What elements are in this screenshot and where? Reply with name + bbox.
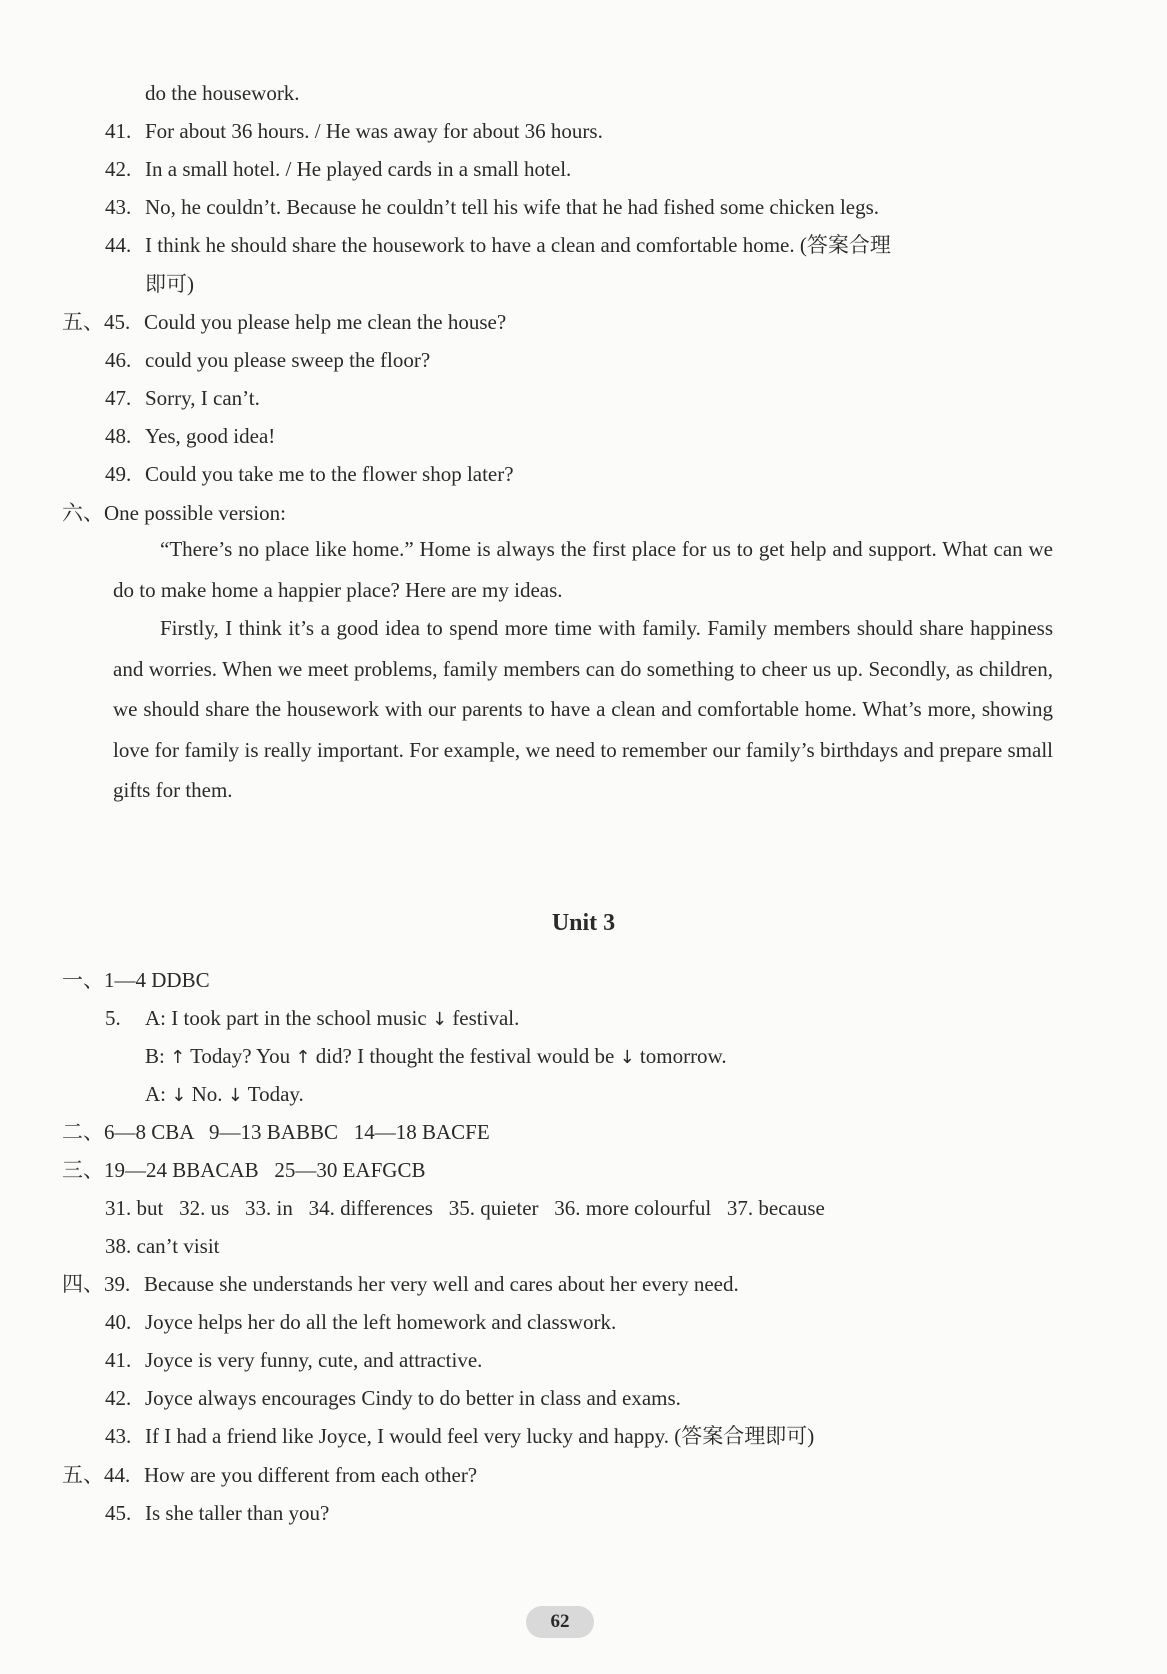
answer-1-4: 一、1—4 DDBC [62,968,210,992]
answer-44: 44. I think he should share the housework to have a clean and comfortable home. (答案合理 [105,233,891,257]
falling-tone-arrow: ↓ [171,1085,187,1106]
answer-5-line-b: B: ↑ Today? You ↑ did? I thought the festival would be ↓ tomorrow. [145,1044,727,1068]
answer-5-line-c: A: ↓ No. ↓ Today. [145,1082,304,1106]
answer-39: 四、39. Because she understands her very well and cares about her every need. [62,1272,739,1296]
answer-44-cont: 即可) [145,272,194,296]
rising-tone-arrow: ↑ [170,1047,186,1068]
answer-49: 49. Could you take me to the flower shop later? [105,462,514,486]
answer-5-line-a: 5. A: I took part in the school music ↓ festival. [105,1006,520,1030]
answer-40: 40. Joyce helps her do all the left homework and classwork. [105,1310,617,1334]
answer-43: 43. If I had a friend like Joyce, I would feel very lucky and happy. (答案合理即可) [105,1424,815,1448]
writing-paragraph-2: Firstly, I think it’s a good idea to spend more time with family. Family members should share happiness and worries. When we meet problems, family members can do something to cheer us up. Secondly, as children, we should share the housework with our parents to have a clean and comfortable home. What’s more, showing love for family is really important. For example, we need to remember our family’s birthdays and prepare small gifts for them. [113,616,1053,802]
answer-19-30: 三、19—24 BBACAB 25—30 EAFGCB [62,1158,426,1182]
unit-heading: Unit 3 [551,910,616,936]
answer-45: 五、45. Could you please help me clean the house? [62,310,507,334]
writing-heading: 六、One possible version: [62,501,286,525]
answer-44: 五、44. How are you different from each other? [62,1463,478,1487]
answer-48: 48. Yes, good idea! [105,424,276,448]
page-number-badge: 62 [526,1606,594,1638]
answer-46: 46. could you please sweep the floor? [105,348,431,372]
answer-38: 38. can’t visit [105,1234,220,1258]
rising-tone-arrow: ↑ [295,1047,311,1068]
falling-tone-arrow: ↓ [227,1085,243,1106]
falling-tone-arrow: ↓ [431,1009,448,1030]
answer-45: 45. Is she taller than you? [105,1501,330,1525]
falling-tone-arrow: ↓ [619,1047,635,1068]
answer-31-37: 31. but 32. us 33. in 34. differences 35. quieter 36. more colourful 37. because [105,1196,825,1220]
answer-line: do the housework. [145,81,300,105]
answer-43: 43. No, he couldn’t. Because he couldn’t tell his wife that he had fished some chicken legs. [105,195,880,219]
answer-41: 41. Joyce is very funny, cute, and attractive. [105,1348,483,1372]
answer-47: 47. Sorry, I can’t. [105,386,260,410]
answer-41: 41. For about 36 hours. / He was away for about 36 hours. [105,119,603,143]
answer-42: 42. Joyce always encourages Cindy to do better in class and exams. [105,1386,681,1410]
answer-6-18: 二、6—8 CBA 9—13 BABBC 14—18 BACFE [62,1120,490,1144]
writing-paragraph-1: “There’s no place like home.” Home is always the first place for us to get help and support. What can we do to make home a happier place? Here are my ideas. [113,537,1053,602]
answer-42: 42. In a small hotel. / He played cards in a small hotel. [105,157,572,181]
